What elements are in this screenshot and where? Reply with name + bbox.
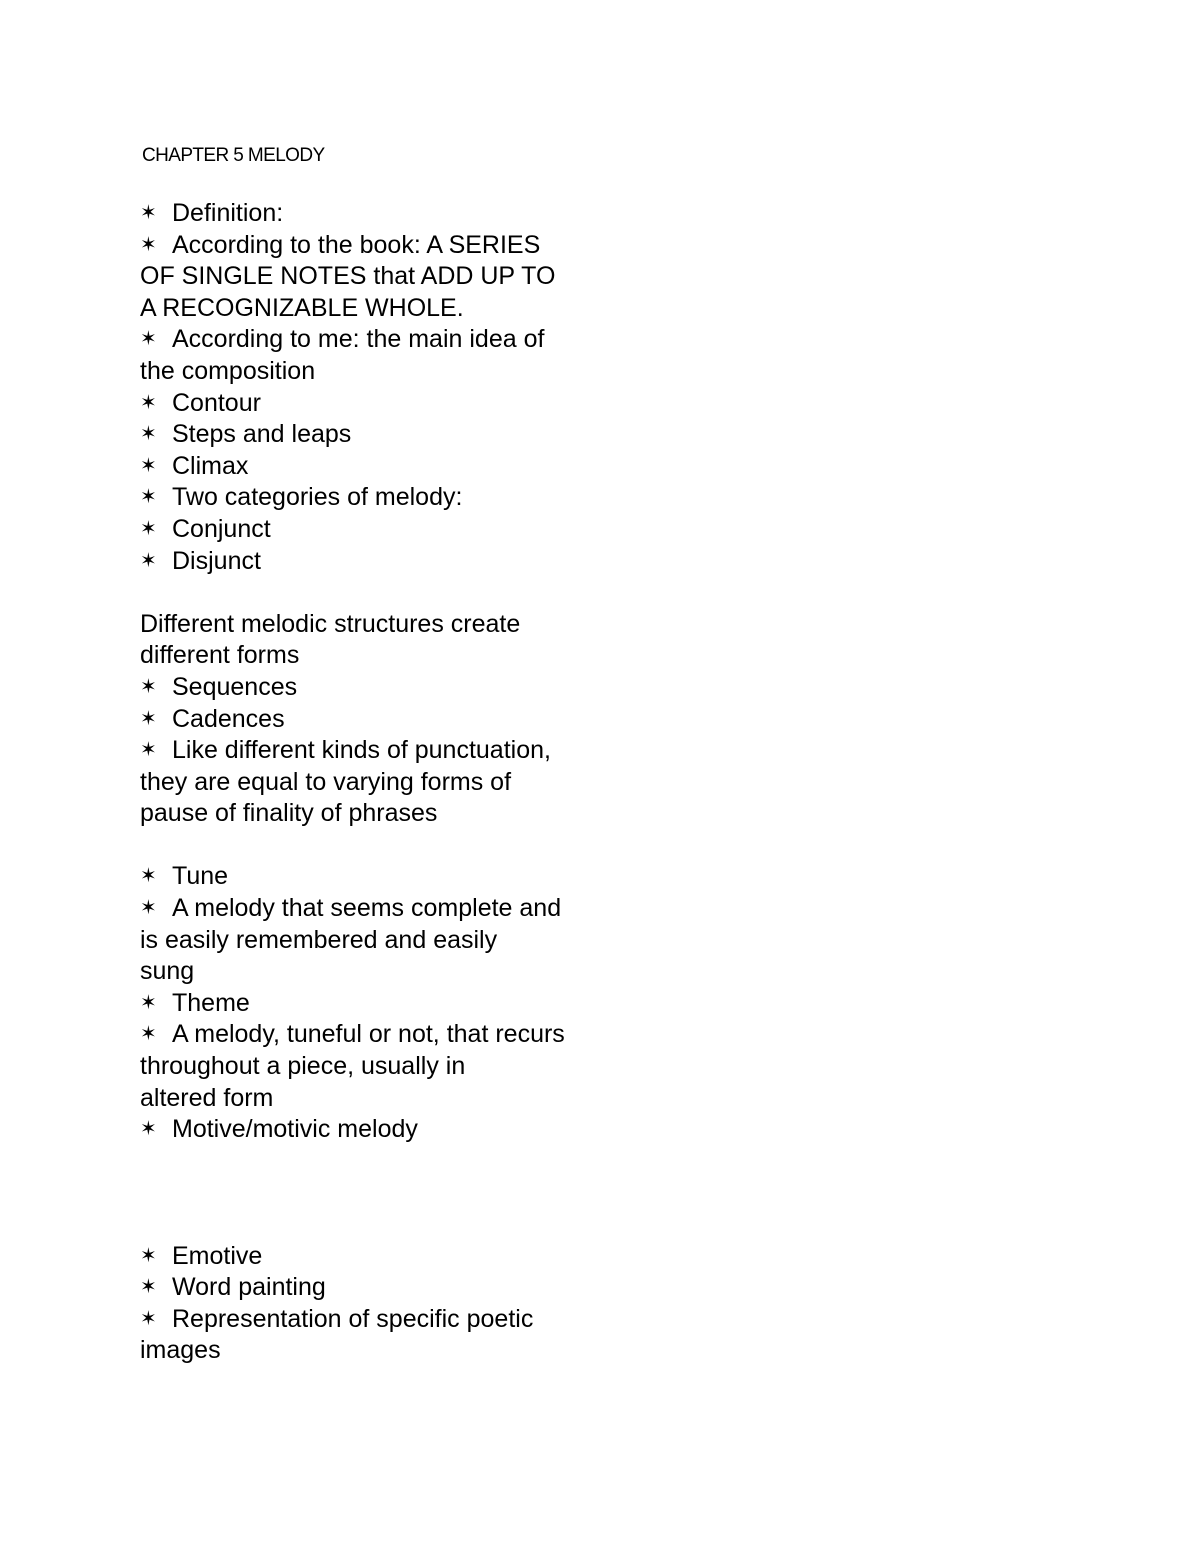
line-text: Motive/motivic melody	[172, 1115, 418, 1144]
line-text: Cadences	[172, 704, 285, 733]
line-text: Conjunct	[172, 514, 271, 543]
star-bullet-icon: ✶	[140, 865, 157, 888]
text-line	[140, 925, 610, 957]
line-text: pause of finality of phrases	[140, 799, 438, 828]
line-text: sung	[140, 957, 195, 986]
line-text: Theme	[172, 988, 250, 1017]
line-text: is easily remembered and easily	[140, 925, 498, 954]
notes-body	[140, 198, 610, 1367]
bullet-item	[140, 735, 610, 767]
line-text: Sequences	[172, 672, 298, 701]
line-text: Disjunct	[172, 546, 261, 575]
line-text: Contour	[172, 388, 261, 417]
star-bullet-icon: ✶	[140, 1276, 157, 1299]
text-line	[140, 1335, 610, 1367]
line-text: Word painting	[172, 1273, 326, 1302]
bullet-item	[140, 1241, 610, 1273]
line-text: Steps and leaps	[172, 420, 352, 449]
text-line	[140, 640, 610, 672]
line-text: Different melodic structures create	[140, 609, 521, 638]
blank-line	[140, 1146, 610, 1178]
line-text: A melody, tuneful or not, that recurs	[172, 1020, 565, 1049]
bullet-item	[140, 546, 610, 578]
star-bullet-icon: ✶	[140, 991, 157, 1014]
line-text: Two categories of melody:	[172, 483, 463, 512]
star-bullet-icon: ✶	[140, 549, 157, 572]
line-text: OF SINGLE NOTES that ADD UP TO	[140, 262, 556, 291]
bullet-item	[140, 1304, 610, 1336]
star-bullet-icon: ✶	[140, 328, 157, 351]
star-bullet-icon: ✶	[140, 233, 157, 256]
line-text: Tune	[172, 862, 229, 891]
text-line	[140, 356, 610, 388]
text-line	[140, 609, 610, 641]
text-line	[140, 261, 610, 293]
star-bullet-icon: ✶	[140, 202, 157, 224]
bullet-item	[140, 1019, 610, 1051]
line-text: A melody that seems complete and	[172, 894, 562, 923]
bullet-item	[140, 230, 610, 262]
bullet-item	[140, 861, 610, 893]
bullet-item	[140, 388, 610, 420]
star-bullet-icon: ✶	[140, 486, 157, 509]
line-text: throughout a piece, usually in	[140, 1052, 466, 1081]
star-bullet-icon: ✶	[140, 1244, 157, 1267]
text-line	[140, 956, 610, 988]
line-text: the composition	[140, 356, 316, 385]
star-bullet-icon: ✶	[140, 1023, 157, 1046]
star-bullet-icon: ✶	[140, 707, 157, 730]
star-bullet-icon: ✶	[140, 739, 157, 762]
text-line	[140, 798, 610, 830]
star-bullet-icon: ✶	[140, 675, 157, 698]
bullet-item	[140, 514, 610, 546]
bullet-item	[140, 893, 610, 925]
line-text: Like different kinds of punctuation,	[172, 736, 551, 765]
line-text: Emotive	[172, 1241, 263, 1270]
text-line	[140, 767, 610, 799]
bullet-item	[140, 419, 610, 451]
line-text: Climax	[172, 451, 249, 480]
blank-line	[140, 1209, 610, 1241]
line-text: According to me: the main idea of	[172, 325, 545, 354]
text-line	[140, 1051, 610, 1083]
blank-line	[140, 830, 610, 862]
star-bullet-icon: ✶	[140, 897, 157, 920]
bullet-item	[140, 672, 610, 704]
star-bullet-icon: ✶	[140, 1307, 157, 1330]
bullet-item	[140, 1272, 610, 1304]
line-text: According to the book: A SERIES	[172, 230, 541, 259]
bullet-item	[140, 704, 610, 736]
bullet-item	[140, 324, 610, 356]
blank-line	[140, 577, 610, 609]
bullet-item	[140, 988, 610, 1020]
bullet-item	[140, 198, 610, 230]
star-bullet-icon: ✶	[140, 423, 157, 446]
blank-line	[140, 1177, 610, 1209]
text-line	[140, 293, 610, 325]
text-line	[140, 1083, 610, 1115]
star-bullet-icon: ✶	[140, 1118, 157, 1141]
line-text: different forms	[140, 641, 300, 670]
line-text: Definition:	[172, 199, 284, 227]
page-title: CHAPTER 5 MELODY	[142, 145, 325, 166]
bullet-item	[140, 482, 610, 514]
bullet-item	[140, 1114, 610, 1146]
line-text: they are equal to varying forms of	[140, 767, 512, 796]
line-text: images	[140, 1336, 221, 1365]
line-text: altered form	[140, 1083, 274, 1112]
line-text: Representation of specific poetic	[172, 1304, 534, 1333]
star-bullet-icon: ✶	[140, 454, 157, 477]
star-bullet-icon: ✶	[140, 517, 157, 540]
line-text: A RECOGNIZABLE WHOLE.	[140, 293, 464, 322]
star-bullet-icon: ✶	[140, 391, 157, 414]
bullet-item	[140, 451, 610, 483]
